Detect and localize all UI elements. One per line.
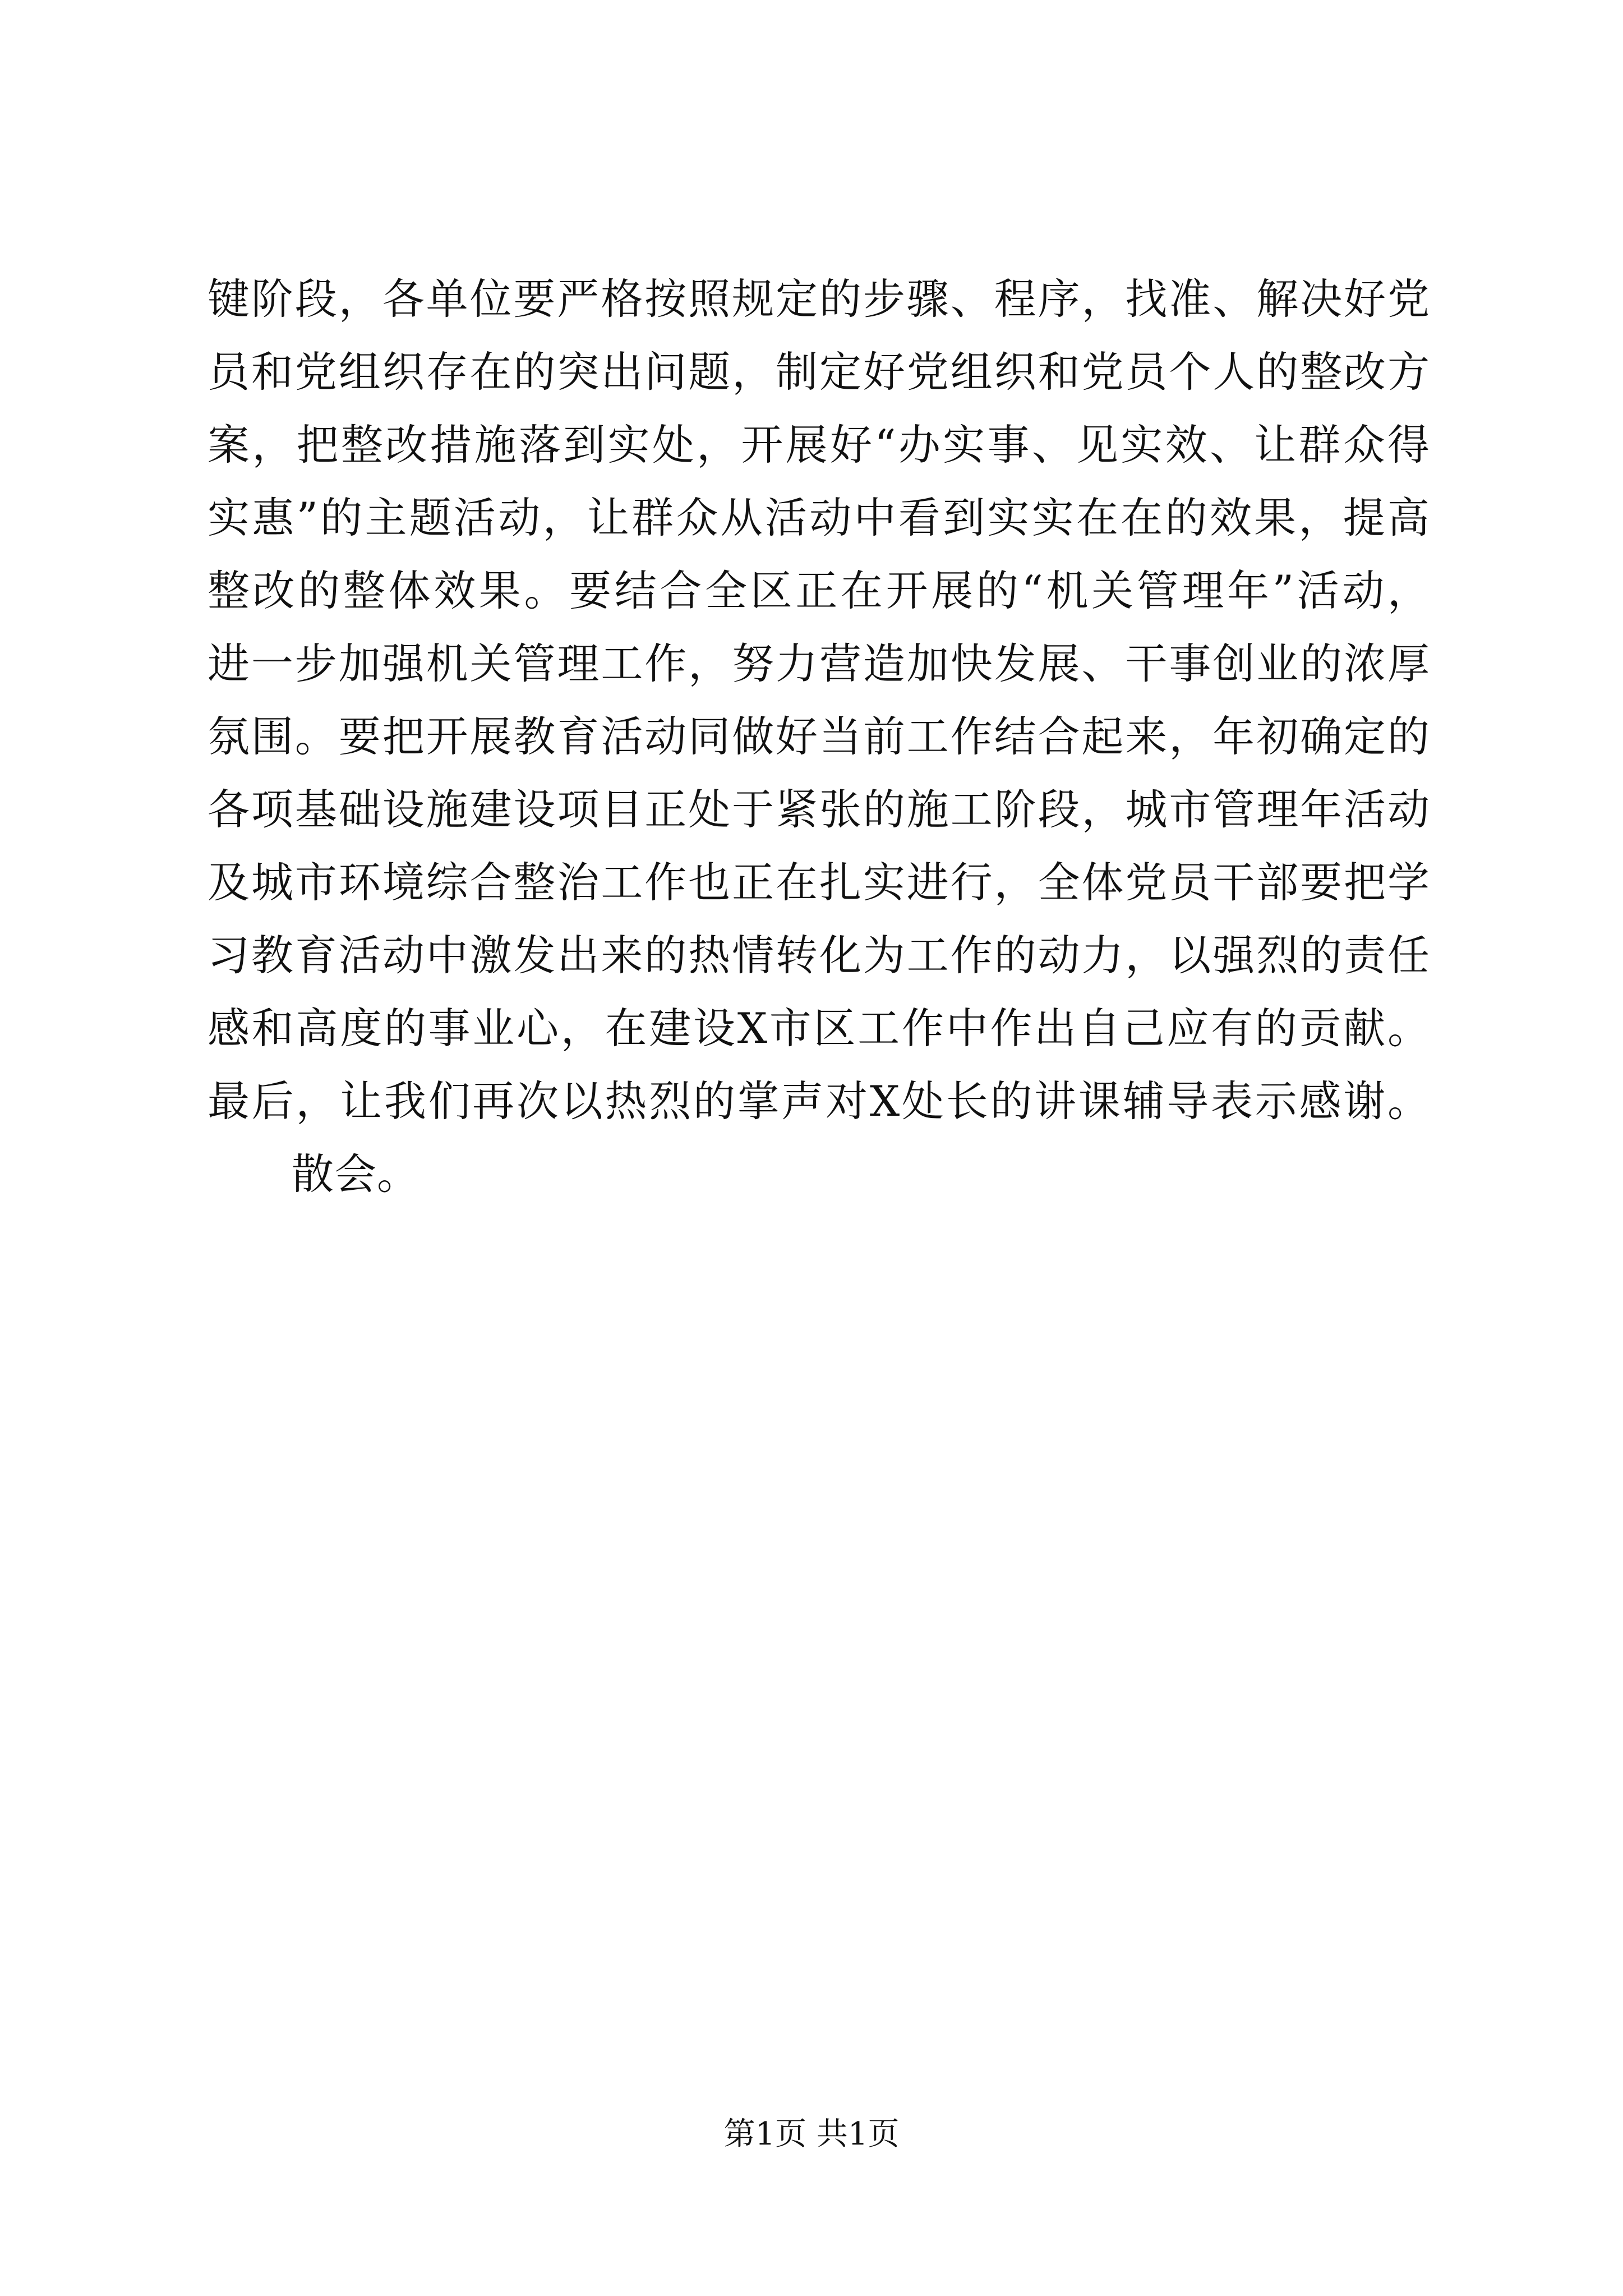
body-line: 案，把整改措施落到实处，开展好“办实事、见实效、让群众得: [208, 420, 1430, 470]
body-line: 习教育活动中激发出来的热情转化为工作的动力，以强烈的责任: [208, 931, 1430, 980]
body-line: 氛围。要把开展教育活动同做好当前工作结合起来，年初确定的: [208, 712, 1430, 761]
body-line: 及城市环境综合整治工作也正在扎实进行，全体党员干部要把学: [208, 858, 1430, 907]
page-number-indicator: 第1页 共1页: [723, 2116, 900, 2152]
body-line: 感和高度的事业心，在建设X市区工作中作出自己应有的贡献。: [208, 1004, 1430, 1053]
body-line: 最后，让我们再次以热烈的掌声对X处长的讲课辅导表示感谢。: [208, 1076, 1430, 1126]
body-line: 整改的整体效果。要结合全区正在开展的“机关管理年”活动，: [208, 566, 1430, 615]
body-line: 员和党组织存在的突出问题，制定好党组织和党员个人的整改方: [208, 347, 1430, 397]
document-body: [208, 263, 1430, 1211]
page-footer: [0, 2115, 1623, 2154]
body-line: 实惠”的主题活动，让群众从活动中看到实实在在的效果，提高: [208, 493, 1430, 542]
body-line: 进一步加强机关管理工作，努力营造加快发展、干事创业的浓厚: [208, 639, 1430, 688]
body-line: 键阶段，各单位要严格按照规定的步骤、程序，找准、解决好党: [208, 274, 1430, 324]
body-line: 各项基础设施建设项目正处于紧张的施工阶段，城市管理年活动: [208, 785, 1430, 834]
closing-line: 散会。: [292, 1149, 420, 1199]
